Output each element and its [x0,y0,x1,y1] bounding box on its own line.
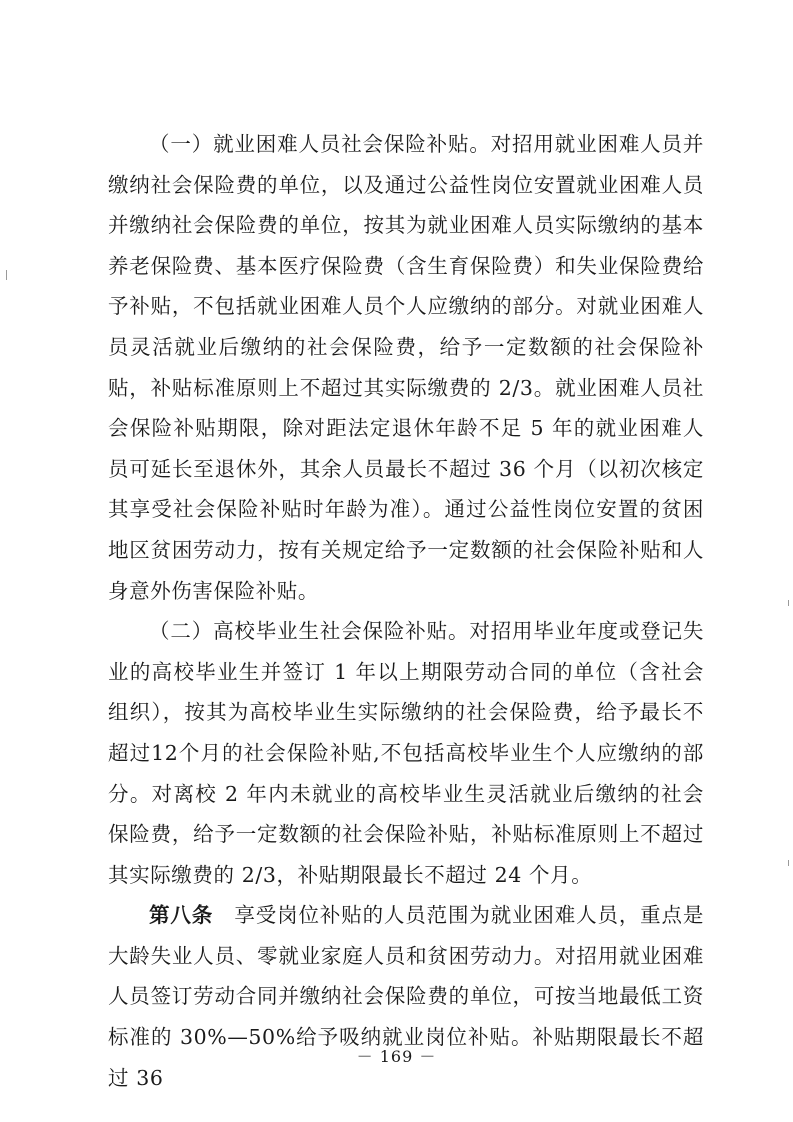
paragraph-article-eight [108,895,704,1098]
body-text [108,124,704,1098]
scan-artifact [788,600,789,606]
paragraph-social-insurance-hard-to-employ [108,124,704,611]
scan-artifact [788,860,789,866]
paragraph-text: （一）就业困难人员社会保险补贴。对招用就业困难人员并缴纳社会保险费的单位，以及通过公益性岗位安置就业困难人员并缴纳社会保险费的单位，按其为就业困难人员实际缴纳的基本养老保险费、基本医疗保险费（含生育保险费）和失业保险费给予补贴，不包括就业困难人员个人应缴纳的部分。对就业困难人员灵活就业后缴纳的社会保险费，给予一定数额的社会保险补贴，补贴标准原则上不超过其实际缴费的 2/3。就业困难人员社会保险补贴期限，除对距法定退休年龄不足 5 年的就业困难人员可延长至退休外，其余人员最长不超过 36 个月（以初次核定其享受社会保险补贴时年龄为准）。通过公益性岗位安置的贫困地区贫困劳动力，按有关规定给予一定数额的社会保险补贴和人身意外伤害保险补贴。 [108,132,704,603]
scan-artifact [6,270,7,280]
paragraph-social-insurance-graduates [108,611,704,895]
page-number: － 169 － [356,1047,437,1066]
article-heading: 第八条 [149,903,214,928]
paragraph-text: 享受岗位补贴的人员范围为就业困难人员，重点是大龄失业人员、零就业家庭人员和贫困劳动力。对招用就业困难人员签订劳动合同并缴纳社会保险费的单位，可按当地最低工资标准的 30%—50%给予吸纳就业岗位补贴。补贴期限最长不超过 36 [108,903,704,1090]
paragraph-text: （二）高校毕业生社会保险补贴。对招用毕业年度或登记失业的高校毕业生并签订 1 年以上期限劳动合同的单位（含社会组织），按其为高校毕业生实际缴纳的社会保险费，给予最长不超过12个月的社会保险补贴,不包括高校毕业生个人应缴纳的部分。对离校 2 年内未就业的高校毕业生灵活就业后缴纳的社会保险费，给予一定数额的社会保险补贴，补贴标准原则上不超过其实际缴费的 2/3，补贴期限最长不超过 24 个月。 [108,619,704,887]
